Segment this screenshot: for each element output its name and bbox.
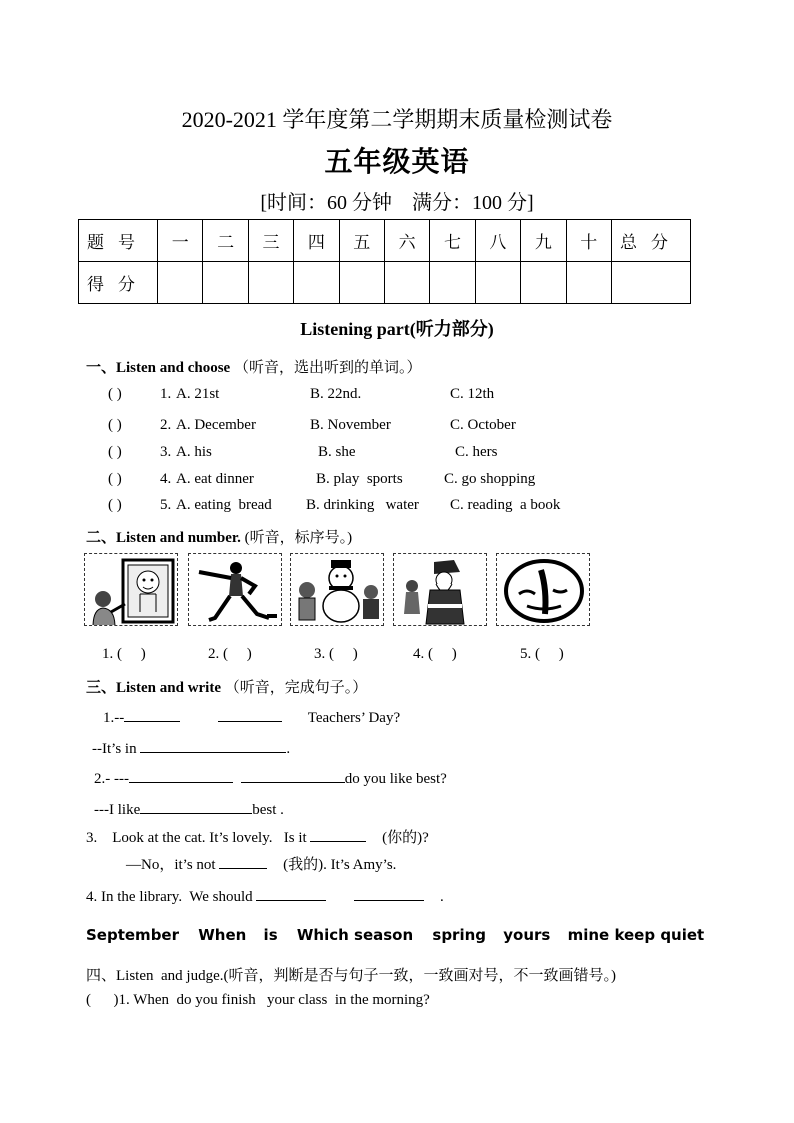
picture-santa-child [393,553,487,626]
s3-q3-hint2: (我的). It’s Amy’s. [283,857,397,873]
score-cell[interactable] [475,262,520,304]
section4-title: 四、Listen and judge.(听音，判断是否与句子一致，一致画对号，不一致画错号。) [86,968,616,984]
section1-instruction: （听音，选出听到的单词。） [233,360,422,376]
s3-q3-response: —No，it’s not [126,857,216,873]
word-bank-item: When [198,926,247,944]
s3-q1-prefix: 1.-- [103,710,125,726]
score-cell[interactable] [294,262,339,304]
s3-q1-line2: --It’s in . [92,738,290,758]
s3-q2-end: best . [252,802,284,818]
answer-blank[interactable] [219,854,267,869]
picture-girl-drawing [84,553,178,626]
score-total-label: 总分 [612,220,691,262]
s1-option-b: B. drinking water [306,497,419,513]
answer-blank[interactable] [218,707,282,722]
score-cell[interactable] [566,262,611,304]
s3-q1-text: Teachers’ Day? [307,710,401,726]
s1-option-b: B. she [318,444,356,460]
s1-option-b: B. 22nd. [310,386,362,402]
score-row-label: 题号 [79,220,158,262]
word-bank [86,926,704,944]
word-bank-item: yours [503,926,551,944]
score-col: 八 [475,220,520,262]
s2-label[interactable]: 5. ( ) [520,646,564,662]
s3-q2-line2 [94,799,284,819]
s1-num: 3. [160,444,172,460]
answer-blank[interactable] [256,886,326,901]
section3-title: 三、Listen and write [86,680,222,696]
score-col: 十 [566,220,611,262]
s1-option-c: C. go shopping [444,471,536,487]
s1-option-c: C. reading a book [450,497,561,513]
s1-option-c: C. October [450,417,516,433]
exam-title: 2020-2021 学年度第二学期期末质量检测试卷 [181,107,613,132]
answer-blank[interactable] [129,768,233,783]
score-col: 一 [158,220,203,262]
s3-q1-response: --It’s in [92,741,137,757]
s3-q4 [86,886,444,906]
answer-blank[interactable] [354,886,424,901]
subject-title: 五年级英语 [324,147,470,178]
s1-option-a: A. eat dinner [176,471,254,487]
score-col: 七 [430,220,475,262]
word-bank-item: keep quiet [614,926,705,944]
picture-man-kungfu [188,553,282,626]
section2-heading [86,526,352,547]
s3-q3-hint: (你的)? [382,830,429,846]
s3-q2-response: ---I like [94,802,141,818]
s3-q3-line2 [126,853,396,874]
s1-num: 2. [160,417,172,433]
score-cell[interactable] [248,262,293,304]
word-bank-item: spring [432,926,487,944]
section3-instruction: （听音，完成句子。） [224,680,368,696]
s2-label[interactable]: 4. ( ) [413,646,457,662]
section1-title: 一、Listen and choose [86,360,231,376]
s3-q4-text: 4. In the library. We should [86,889,253,905]
s1-num: 1. [160,386,172,402]
section1-heading [86,356,421,377]
score-col: 二 [203,220,248,262]
s4-item-1[interactable]: ( )1. When do you finish your class in the morning? [86,992,430,1008]
s3-q2-line1 [94,768,447,788]
s2-label[interactable]: 3. ( ) [314,646,358,662]
score-col: 四 [294,220,339,262]
score-cell[interactable] [521,262,566,304]
s2-label[interactable]: 1. ( ) [102,646,146,662]
word-bank-item: September [86,926,179,944]
s1-num: 4. [160,471,172,487]
s1-option-a: A. 21st [176,386,220,402]
score-cell[interactable] [384,262,429,304]
s2-label[interactable]: 2. ( ) [208,646,252,662]
s3-q2-text: do you like best? [344,771,447,787]
answer-blank[interactable] [310,827,366,842]
score-cell[interactable] [430,262,475,304]
word-bank-item: mine [567,926,610,944]
s3-q2-prefix: 2.- --- [94,771,129,787]
score-cell[interactable] [339,262,384,304]
score-cell[interactable] [203,262,248,304]
s1-bracket[interactable]: ( ) [108,417,122,433]
s1-bracket[interactable]: ( ) [108,386,122,402]
s3-q1-line1 [103,707,400,727]
s1-bracket[interactable]: ( ) [108,471,122,487]
section3-heading [86,676,367,697]
s3-q4-end: . [439,889,444,905]
score-col: 三 [248,220,293,262]
answer-blank[interactable] [140,799,252,814]
s1-option-b: B. November [310,417,391,433]
s1-num: 5. [160,497,172,513]
score-col: 五 [339,220,384,262]
word-bank-item: Which season [296,926,414,944]
listening-part-title: Listening part(听力部分) [300,319,494,339]
s1-option-c: C. hers [455,444,498,460]
s1-option-c: C. 12th [450,386,495,402]
picture-quiet-sign [496,553,590,626]
s1-option-a: A. eating bread [176,497,272,513]
s1-bracket[interactable]: ( ) [108,444,122,460]
s3-q3-line1 [86,826,429,847]
answer-blank[interactable] [124,707,180,722]
picture-snowman-children [290,553,384,626]
score-cell[interactable] [158,262,203,304]
s1-option-a: A. his [176,444,212,460]
score-col: 六 [384,220,429,262]
section2-title: 二、Listen and number. [86,530,241,546]
score-row2-label: 得分 [79,262,158,304]
s1-option-a: A. December [176,417,256,433]
s1-option-b: B. play sports [316,471,403,487]
score-col: 九 [521,220,566,262]
s3-q3-text: 3. Look at the cat. It’s lovely. Is it [86,830,307,846]
word-bank-item: is [263,926,278,944]
score-table [78,219,691,304]
section2-instruction: (听音，标序号。) [244,530,353,546]
answer-blank[interactable] [140,738,286,753]
s1-bracket[interactable]: ( ) [108,497,122,513]
score-total-cell[interactable] [612,262,691,304]
exam-meta: [时间：60 分钟 满分：100 分] [260,192,534,214]
answer-blank[interactable] [241,768,345,783]
